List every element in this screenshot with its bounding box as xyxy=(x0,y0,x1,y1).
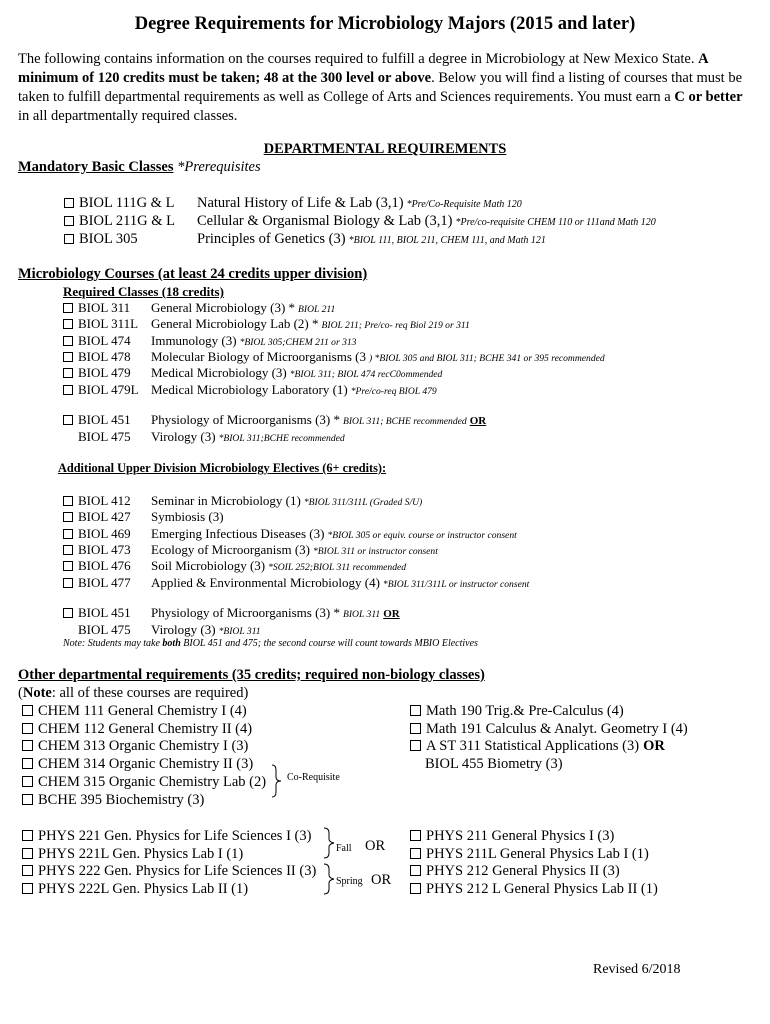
course-label: PHYS 211 General Physics I (3) xyxy=(426,828,615,844)
course-code: BIOL 451 xyxy=(78,605,131,620)
course-checkbox[interactable] xyxy=(64,216,74,226)
course-row xyxy=(63,316,470,332)
course-prereq-note: *BIOL 305;CHEM 211 or 313 xyxy=(239,336,357,348)
course-checkbox[interactable] xyxy=(63,385,73,395)
course-label: PHYS 221 Gen. Physics for Life Sciences I (3) xyxy=(38,828,312,844)
course-checkbox[interactable] xyxy=(63,496,73,506)
course-name: Cellular & Organismal Biology & Lab (3,1) xyxy=(197,213,453,229)
course-checkbox[interactable] xyxy=(410,865,421,876)
phys-or-2: OR xyxy=(371,872,392,888)
course-row xyxy=(63,429,345,445)
course-label: Math 191 Calculus & Analyt. Geometry I (4) xyxy=(426,720,688,737)
course-label: PHYS 221L Gen. Physics Lab I (1) xyxy=(38,845,244,862)
phys-course-row xyxy=(410,863,620,880)
page-title: Degree Requirements for Microbiology Majors (2015 and later) xyxy=(134,14,636,34)
intro-text-1: The following contains information on the courses required to fulfill a degree in Microbiology at New Mexico State. xyxy=(18,51,695,67)
course-checkbox[interactable] xyxy=(410,705,421,716)
spring-label: Spring xyxy=(336,876,363,887)
course-row xyxy=(63,365,442,381)
course-checkbox[interactable] xyxy=(410,830,421,841)
course-checkbox[interactable] xyxy=(22,705,33,716)
course-label: CHEM 111 General Chemistry I (4) xyxy=(38,703,247,719)
math-course-row xyxy=(410,703,624,720)
course-code: BIOL 111G & L xyxy=(79,195,175,211)
other-note-label: Note xyxy=(22,685,52,701)
course-code: BIOL 469 xyxy=(78,525,131,541)
phys-course-row xyxy=(410,846,649,863)
course-name: Medical Microbiology Laboratory (1) xyxy=(151,381,348,397)
course-label: PHYS 222 Gen. Physics for Life Sciences II (3) xyxy=(38,863,317,880)
course-label: A ST 311 Statistical Applications (3) xyxy=(426,738,640,755)
course-checkbox[interactable] xyxy=(22,830,33,841)
phys-course-row xyxy=(22,881,248,898)
chem-course-row xyxy=(22,774,266,791)
course-prereq-note: *SOIL 252;BIOL 311 recommended xyxy=(268,562,407,574)
course-checkbox[interactable] xyxy=(63,608,73,618)
coreq-brace xyxy=(270,764,284,798)
course-name: Physiology of Microorganisms (3) * xyxy=(151,605,340,620)
or-label: OR xyxy=(383,608,400,620)
mandatory-heading-suffix: *Prerequisites xyxy=(177,159,261,175)
note-prefix: Note: Students may take xyxy=(63,638,160,649)
course-name: Natural History of Life & Lab (3,1) xyxy=(197,195,404,211)
course-label: CHEM 314 Organic Chemistry II (3) xyxy=(38,756,254,773)
course-label: BCHE 395 Biochemistry (3) xyxy=(38,791,205,808)
course-prereq-note: *BIOL 311 xyxy=(218,625,261,637)
course-checkbox[interactable] xyxy=(63,512,73,522)
course-name: Virology (3) xyxy=(151,621,216,637)
course-row xyxy=(63,622,261,638)
course-row xyxy=(63,558,406,574)
course-row xyxy=(63,382,437,398)
course-row xyxy=(63,493,422,509)
course-row xyxy=(64,195,522,212)
course-row xyxy=(63,605,400,621)
course-name: Principles of Genetics (3) xyxy=(197,231,346,247)
course-name: Molecular Biology of Microorganisms (3 xyxy=(151,348,366,364)
intro-paragraph xyxy=(18,50,756,126)
or-label: OR xyxy=(469,415,487,427)
course-checkbox[interactable] xyxy=(64,198,74,208)
course-code: BIOL 474 xyxy=(78,332,131,348)
course-label: PHYS 222L Gen. Physics Lab II (1) xyxy=(38,881,249,898)
course-name: Virology (3) xyxy=(151,428,216,444)
course-label: CHEM 313 Organic Chemistry I (3) xyxy=(38,738,249,755)
course-row xyxy=(63,542,438,558)
intro-text-2: . Below you will find a listing of courses that must be taken to fulfill departmental requirements as well as College of Arts and Sciences requirements. You must earn a xyxy=(18,70,743,105)
course-code: BIOL 211G & L xyxy=(79,213,175,229)
mandatory-heading: Mandatory Basic Classes xyxy=(18,159,174,175)
course-prereq-note: *BIOL 311/311L (Graded S/U) xyxy=(303,497,423,508)
course-checkbox[interactable] xyxy=(63,578,73,588)
course-code: BIOL 473 xyxy=(78,541,131,557)
course-row xyxy=(63,349,605,365)
course-code: BIOL 478 xyxy=(78,348,131,364)
course-prereq-note: BIOL 211 xyxy=(298,304,336,315)
course-name: Ecology of Microorganism (3) xyxy=(151,541,310,557)
course-checkbox[interactable] xyxy=(22,776,33,787)
course-prereq-note: *Pre/Co-Requisite Math 120 xyxy=(406,199,522,210)
phys-or-1: OR xyxy=(365,838,386,854)
course-name: Applied & Environmental Microbiology (4) xyxy=(151,574,380,590)
note-suffix: BIOL 451 and 475; the second course will count towards MBIO Electives xyxy=(183,638,478,649)
course-checkbox[interactable] xyxy=(64,234,74,244)
course-label: CHEM 315 Organic Chemistry Lab (2) xyxy=(38,773,267,790)
course-code: BIOL 412 xyxy=(78,493,131,508)
course-prereq-note: ) *BIOL 305 and BIOL 311; BCHE 341 or 395 recommended xyxy=(368,352,605,364)
course-label: Math 190 Trig.& Pre-Calculus (4) xyxy=(426,703,624,719)
chem-course-row xyxy=(22,738,248,755)
course-prereq-note: BIOL 311; BCHE recommended xyxy=(342,416,467,427)
course-label: PHYS 211L General Physics Lab I (1) xyxy=(426,845,649,862)
electives-note xyxy=(63,638,478,649)
course-code: BIOL 479 xyxy=(78,365,131,381)
course-code: BIOL 311L xyxy=(78,316,139,332)
course-prereq-note: *Pre/co-req BIOL 479 xyxy=(350,385,437,397)
mandatory-heading-row xyxy=(18,159,261,176)
course-prereq-note: *BIOL 111, BIOL 211, CHEM 111, and Math 121 xyxy=(348,235,546,246)
course-code: BIOL 311 xyxy=(78,300,131,315)
course-row xyxy=(63,300,335,316)
intro-grade-bold: C or better xyxy=(674,89,743,105)
electives-heading: Additional Upper Division Microbiology Electives (6+ credits): xyxy=(58,461,387,475)
course-checkbox[interactable] xyxy=(22,865,33,876)
phys-course-row xyxy=(22,846,243,863)
required-heading: Required Classes (18 credits) xyxy=(63,284,224,299)
departmental-heading: DEPARTMENTAL REQUIREMENTS xyxy=(263,141,507,157)
course-checkbox[interactable] xyxy=(63,529,73,539)
course-row xyxy=(64,213,656,230)
course-checkbox[interactable] xyxy=(410,740,421,751)
course-row xyxy=(64,231,546,248)
course-prereq-note: *BIOL 311/311L or instructor consent xyxy=(382,578,530,590)
other-note-text: : all of these courses are required) xyxy=(51,685,249,701)
course-code: BIOL 475 xyxy=(78,428,131,444)
course-checkbox[interactable] xyxy=(22,758,33,769)
course-checkbox[interactable] xyxy=(410,848,421,859)
course-name: General Microbiology (3) * xyxy=(151,300,296,315)
course-name: Immunology (3) xyxy=(151,332,237,348)
course-checkbox[interactable] xyxy=(63,336,73,346)
course-prereq-note: *BIOL 305 or equiv. course or instructor consent xyxy=(327,529,517,541)
fall-brace xyxy=(322,827,336,859)
course-checkbox[interactable] xyxy=(22,794,33,805)
course-prereq-note: *Pre/co-requisite CHEM 110 or 111and Math 120 xyxy=(455,217,656,228)
other-heading: Other departmental requirements (35 credits; required non-biology classes) xyxy=(18,667,485,683)
course-label: PHYS 212 L General Physics Lab II (1) xyxy=(426,881,658,898)
course-name: Soil Microbiology (3) xyxy=(151,558,266,574)
biometry-row xyxy=(425,756,563,773)
course-prereq-note: *BIOL 311;BCHE recommended xyxy=(218,432,345,444)
course-checkbox[interactable] xyxy=(22,848,33,859)
course-code: BIOL 476 xyxy=(78,558,131,574)
course-prereq-note: *BIOL 311 or instructor consent xyxy=(312,545,438,557)
intro-credits-bold: A minimum of 120 credits must be taken; 48 at the 300 level or above xyxy=(18,51,708,86)
course-prereq-note: BIOL 211; Pre/co- req Biol 219 or 311 xyxy=(321,320,470,332)
phys-course-row xyxy=(410,881,658,898)
math-or-label: OR xyxy=(643,738,665,755)
course-checkbox[interactable] xyxy=(63,368,73,378)
phys-course-row xyxy=(22,863,316,880)
course-checkbox[interactable] xyxy=(22,740,33,751)
other-note xyxy=(18,685,248,702)
course-prereq-note: BIOL 311 xyxy=(342,609,381,620)
course-checkbox[interactable] xyxy=(410,723,421,734)
course-checkbox[interactable] xyxy=(63,303,73,313)
course-code: BIOL 305 xyxy=(79,231,138,247)
course-checkbox[interactable] xyxy=(63,415,73,425)
fall-label: Fall xyxy=(336,843,352,854)
course-row xyxy=(63,509,224,525)
course-checkbox[interactable] xyxy=(63,561,73,571)
biometry-label: BIOL 455 Biometry (3) xyxy=(425,756,563,772)
course-name: Seminar in Microbiology (1) xyxy=(151,493,301,508)
micro-heading: Microbiology Courses (at least 24 credits upper division) xyxy=(18,266,368,282)
revised-date: Revised 6/2018 xyxy=(593,962,681,977)
course-name: Physiology of Microorganisms (3) * xyxy=(151,412,340,427)
course-checkbox[interactable] xyxy=(63,545,73,555)
intro-text-3: in all departmentally required classes. xyxy=(18,108,238,124)
course-code: BIOL 427 xyxy=(78,509,131,525)
course-code: BIOL 475 xyxy=(78,621,131,637)
course-checkbox[interactable] xyxy=(63,319,73,329)
course-name: General Microbiology Lab (2) * xyxy=(151,316,319,332)
course-row xyxy=(63,526,517,542)
math-course-row xyxy=(410,721,688,738)
course-checkbox[interactable] xyxy=(22,883,33,894)
course-checkbox[interactable] xyxy=(22,723,33,734)
course-checkbox[interactable] xyxy=(63,352,73,362)
course-row xyxy=(63,412,486,428)
chem-course-row xyxy=(22,703,247,720)
course-name: Emerging Infectious Diseases (3) xyxy=(151,525,325,541)
chem-course-row xyxy=(22,756,253,773)
note-bold: both xyxy=(162,638,181,649)
course-label: PHYS 212 General Physics II (3) xyxy=(426,863,620,880)
phys-course-row xyxy=(410,828,614,845)
course-name: Symbiosis (3) xyxy=(151,509,224,525)
course-code: BIOL 451 xyxy=(78,412,131,427)
course-label: CHEM 112 General Chemistry II (4) xyxy=(38,720,253,737)
course-row xyxy=(63,575,529,591)
math-course-row xyxy=(410,738,665,755)
course-row xyxy=(63,333,356,349)
course-code: BIOL 479L xyxy=(78,381,139,397)
coreq-label: Co-Requisite xyxy=(287,772,340,783)
phys-course-row xyxy=(22,828,311,845)
other-note-open: ( xyxy=(18,685,23,701)
course-prereq-note: *BIOL 311; BIOL 474 recC0ommended xyxy=(289,369,443,381)
chem-course-row xyxy=(22,792,204,809)
spring-brace xyxy=(322,863,336,895)
course-code: BIOL 477 xyxy=(78,574,131,590)
course-checkbox[interactable] xyxy=(410,883,421,894)
course-name: Medical Microbiology (3) xyxy=(151,365,287,381)
chem-course-row xyxy=(22,721,252,738)
